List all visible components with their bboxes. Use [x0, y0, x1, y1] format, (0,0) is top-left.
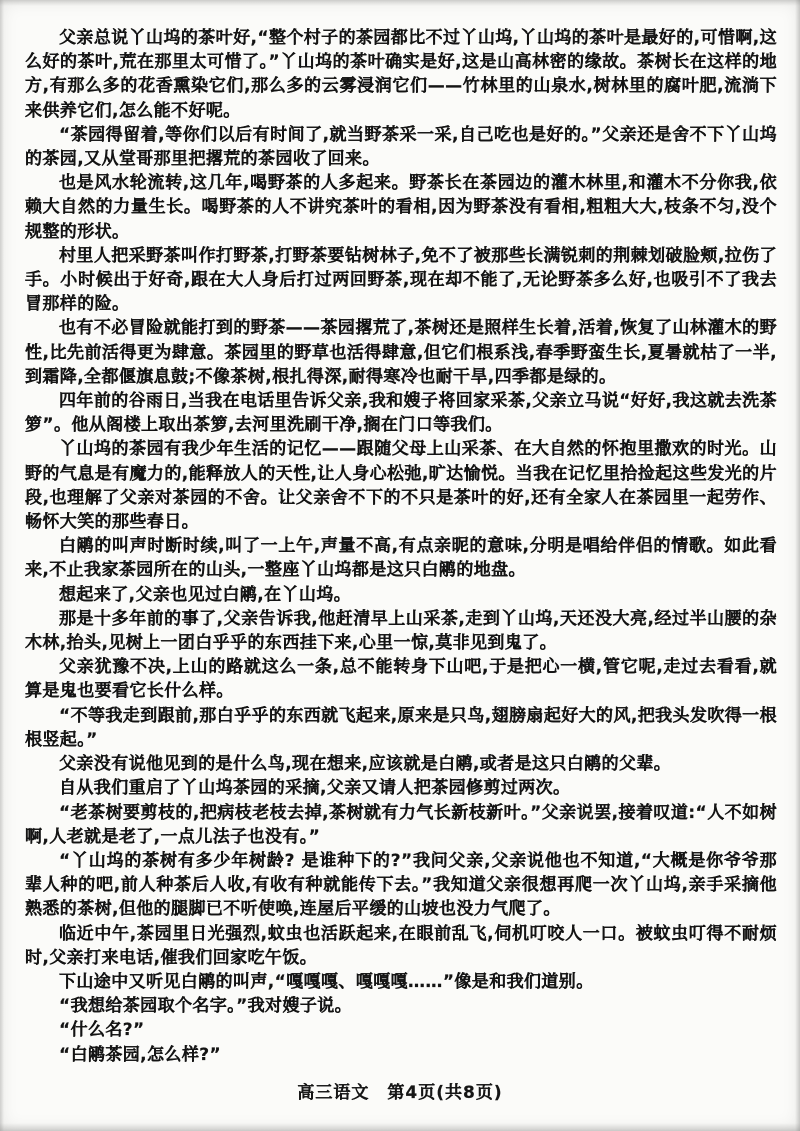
passage-paragraph: 丫山坞的茶园有我少年生活的记忆——跟随父母上山采茶、在大自然的怀抱里撒欢的时光。山野的气息是有魔力的,能释放人的天性,让人身心松弛,旷达愉悦。当我在记忆里拾捡起这些发光的片段,也理解了父亲对茶园的不舍。让父亲舍不下的不只是茶叶的好,还有全家人在茶园里一起劳作、畅怀大笑的那些春日。 — [25, 439, 777, 533]
page-footer: 高三语文 第4页(共8页) — [297, 1083, 503, 1103]
passage-paragraph: 村里人把采野茶叫作打野茶,打野茶要钻树林子,免不了被那些长满锐刺的荆棘划破脸颊,拉伤了手。小时候出于好奇,跟在大人身后打过两回野茶,现在却不能了,无论野茶多么好,也吸引不了我去冒那样的险。 — [25, 245, 777, 315]
passage-paragraph: 父亲总说丫山坞的茶叶好,“整个村子的茶园都比不过丫山坞,丫山坞的茶叶是最好的,可惜啊,这么好的茶叶,荒在那里太可惜了。”丫山坞的茶叶确实是好,这是山高林密的缘故。茶树长在这样的地方,有那么多的花香熏染它们,那么多的云雾浸润它们——竹林里的山泉水,树林里的腐叶肥,流淌下来供养它们,怎么能不好呢。 — [25, 28, 777, 121]
passage-paragraph: 那是十多年前的事了,父亲告诉我,他赶清早上山采茶,走到丫山坞,天还没大亮,经过半山腰的杂木林,抬头,见树上一团白乎乎的东西挂下来,心里一惊,莫非见到鬼了。 — [25, 608, 777, 654]
passage-paragraph: “白鹇茶园,怎么样?” — [59, 1044, 222, 1065]
passage-paragraph: 也是风水轮流转,这几年,喝野茶的人多起来。野茶长在茶园边的灌木林里,和灌木不分你我,依赖大自然的力量生长。喝野茶的人不讲究茶叶的看相,因为野茶没有看相,粗粗大大,枝条不匀,没个规整的形状。 — [25, 173, 777, 242]
passage-paragraph: 四年前的谷雨日,当我在电话里告诉父亲,我和嫂子将回家采茶,父亲立马说“好好,我这就去洗茶箩”。他从阁楼上取出茶箩,去河里洗刷干净,搁在门口等我们。 — [25, 391, 777, 436]
passage-paragraph: “不等我走到跟前,那白乎乎的东西就飞起来,原来是只鸟,翅膀扇起好大的风,把我头发吹得一根根竖起。” — [25, 705, 777, 750]
passage-paragraph: “茶园得留着,等你们以后有时间了,就当野茶采一采,自己吃也是好的。”父亲还是舍不下丫山坞的茶园,又从堂哥那里把撂荒的茶园收了回来。 — [25, 124, 777, 170]
scan-shadow-left — [0, 0, 4, 1131]
passage-paragraph: “老茶树要剪枝的,把病枝老枝去掉,茶树就有力气长新枝新叶。”父亲说罢,接着叹道:“人不如树啊,人老就是老了,一点儿法子也没有。” — [25, 802, 777, 847]
passage-paragraph: 父亲没有说他见到的是什么鸟,现在想来,应该就是白鹇,或者是这只白鹇的父辈。 — [59, 754, 672, 775]
passage-paragraph: 自从我们重启了丫山坞茶园的采摘,父亲又请人把茶园修剪过两次。 — [59, 778, 571, 799]
passage-paragraph: 临近中午,茶园里日光强烈,蚊虫也活跃起来,在眼前乱飞,伺机叮咬人一口。被蚊虫叮得不耐烦时,父亲打来电话,催我们回家吃午饭。 — [25, 923, 777, 968]
passage-paragraph: 父亲犹豫不决,上山的路就这么一条,总不能转身下山吧,于是把心一横,管它呢,走过去看看,就算是鬼也要看它长什么样。 — [25, 657, 777, 702]
reading-passage — [25, 26, 777, 1067]
scan-shadow-top — [0, 0, 800, 6]
passage-paragraph: “丫山坞的茶树有多少年树龄? 是谁种下的?”我问父亲,父亲说他也不知道,“大概是你爷爷那辈人种的吧,前人种茶后人收,有收有种就能传下去。”我知道父亲很想再爬一次丫山坞,亲手采摘他熟悉的茶树,但他的腿脚已不听使唤,连屋后平缓的山坡也没力气爬了。 — [25, 850, 777, 920]
passage-paragraph: “我想给茶园取个名字。”我对嫂子说。 — [59, 996, 353, 1017]
passage-paragraph: 想起来了,父亲也见过白鹇,在丫山坞。 — [59, 584, 352, 605]
passage-paragraph: 下山途中又听见白鹇的叫声,“嘎嘎嘎、嘎嘎嘎……”像是和我们道别。 — [59, 971, 594, 992]
scan-shadow-right — [795, 0, 800, 1131]
passage-paragraph: 白鹇的叫声时断时续,叫了一上午,声量不高,有点亲昵的意味,分明是唱给伴侣的情歌。如此看来,不止我家茶园所在的山头,一整座丫山坞都是这只白鹇的地盘。 — [25, 536, 777, 581]
passage-paragraph: 也有不必冒险就能打到的野茶——茶园撂荒了,茶树还是照样生长着,活着,恢复了山林灌木的野性,比先前活得更为肆意。茶园里的野草也活得肆意,但它们根系浅,春季野蛮生长,夏暑就枯了一半,到霜降,全都偃旗息鼓;不像茶树,根扎得深,耐得寒冷也耐干旱,四季都是绿的。 — [25, 318, 777, 387]
scan-shadow-bottom — [0, 1123, 800, 1131]
passage-paragraph: “什么名?” — [59, 1020, 145, 1041]
